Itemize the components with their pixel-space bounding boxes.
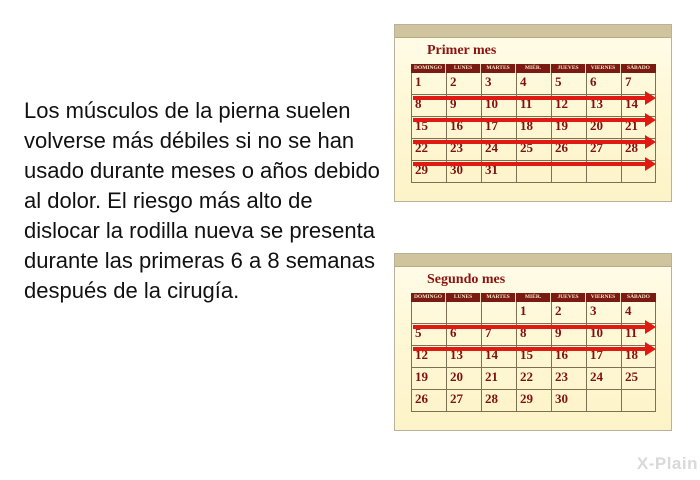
calendar-day-cell: 18 xyxy=(621,346,656,367)
calendar-day-cell: 14 xyxy=(481,346,516,367)
calendar-day-cell: 30 xyxy=(446,161,481,182)
calendar-day-cell: 11 xyxy=(621,324,656,345)
xplain-logo: X-Plain xyxy=(636,454,698,473)
calendar-title: Primer mes xyxy=(427,43,497,58)
calendar-week-row xyxy=(411,302,656,324)
calendar-day-cell: 22 xyxy=(516,368,551,389)
weekday-header: VIERNES xyxy=(586,64,621,73)
calendar-week-row xyxy=(411,346,656,368)
calendar-day-cell xyxy=(446,302,481,323)
calendar-day-cell: 23 xyxy=(551,368,586,389)
calendar-day-cell: 11 xyxy=(516,95,551,116)
calendar-day-cell: 9 xyxy=(446,95,481,116)
weekday-header: DOMINGO xyxy=(411,64,446,73)
calendar-title: Segundo mes xyxy=(427,272,506,287)
calendar-day-cell: 8 xyxy=(516,324,551,345)
calendar-day-cell: 15 xyxy=(411,117,446,138)
calendar-day-cell xyxy=(481,302,516,323)
calendar-day-cell: 10 xyxy=(586,324,621,345)
calendar-day-cell: 12 xyxy=(411,346,446,367)
weekday-header: MIÉR. xyxy=(516,64,551,73)
weekday-header: VIERNES xyxy=(586,293,621,302)
calendar-day-cell: 2 xyxy=(446,73,481,94)
calendar-day-cell: 9 xyxy=(551,324,586,345)
calendar-card-second-month xyxy=(394,253,672,431)
calendar-day-cell: 28 xyxy=(481,390,516,411)
calendar-day-cell xyxy=(621,390,656,411)
calendar-day-cell: 7 xyxy=(481,324,516,345)
weekday-header: JUEVES xyxy=(551,293,586,302)
calendar-day-cell: 17 xyxy=(481,117,516,138)
calendar-day-cell: 13 xyxy=(446,346,481,367)
card-header-bar xyxy=(395,254,671,267)
calendar-day-cell: 19 xyxy=(411,368,446,389)
calendar-day-cell: 20 xyxy=(446,368,481,389)
weekday-header: JUEVES xyxy=(551,64,586,73)
calendar-day-cell: 6 xyxy=(586,73,621,94)
calendar-day-cell: 21 xyxy=(621,117,656,138)
weekday-header: LUNES xyxy=(446,64,481,73)
calendar-day-cell: 2 xyxy=(551,302,586,323)
calendar-day-cell xyxy=(516,161,551,182)
weekday-header: MARTES xyxy=(481,293,516,302)
calendar-day-cell: 3 xyxy=(481,73,516,94)
calendar-grid xyxy=(411,293,656,412)
calendar-day-cell: 28 xyxy=(621,139,656,160)
calendar-day-cell: 1 xyxy=(411,73,446,94)
calendar-card-first-month xyxy=(394,24,672,202)
calendar-day-cell: 16 xyxy=(446,117,481,138)
calendar-day-cell: 12 xyxy=(551,95,586,116)
calendar-day-cell: 19 xyxy=(551,117,586,138)
calendar-day-cell: 8 xyxy=(411,95,446,116)
calendar-week-row xyxy=(411,139,656,161)
calendar-day-cell: 6 xyxy=(446,324,481,345)
weekday-header: LUNES xyxy=(446,293,481,302)
weekday-header: SÁBADO xyxy=(621,64,656,73)
calendar-day-cell xyxy=(621,161,656,182)
calendar-day-cell xyxy=(586,390,621,411)
calendar-day-cell: 16 xyxy=(551,346,586,367)
calendar-grid xyxy=(411,64,656,183)
calendar-day-cell: 20 xyxy=(586,117,621,138)
calendar-day-cell: 27 xyxy=(586,139,621,160)
calendar-week-row xyxy=(411,368,656,390)
calendar-day-cell: 15 xyxy=(516,346,551,367)
weekday-header-row xyxy=(411,64,656,73)
calendar-day-cell: 18 xyxy=(516,117,551,138)
calendar-day-cell: 7 xyxy=(621,73,656,94)
calendar-day-cell: 26 xyxy=(551,139,586,160)
calendar-day-cell xyxy=(586,161,621,182)
weekday-header-row xyxy=(411,293,656,302)
calendar-week-row xyxy=(411,390,656,412)
weekday-header: MARTES xyxy=(481,64,516,73)
calendar-day-cell: 22 xyxy=(411,139,446,160)
calendar-day-cell: 29 xyxy=(411,161,446,182)
calendar-day-cell: 3 xyxy=(586,302,621,323)
explanation-paragraph: Los músculos de la pierna suelen volverse más débiles si no se han usado durante meses o años debido al dolor. El riesgo más alto de dislocar la rodilla nueva se presenta durante las primeras 6 a 8 semanas después de la cirugía. xyxy=(24,98,380,303)
calendar-day-cell: 13 xyxy=(586,95,621,116)
calendar-day-cell: 25 xyxy=(516,139,551,160)
calendar-day-cell: 4 xyxy=(621,302,656,323)
calendar-day-cell: 27 xyxy=(446,390,481,411)
weekday-header: DOMINGO xyxy=(411,293,446,302)
calendar-day-cell xyxy=(411,302,446,323)
calendar-week-row xyxy=(411,73,656,95)
calendar-day-cell: 5 xyxy=(411,324,446,345)
calendar-week-row xyxy=(411,324,656,346)
calendar-day-cell: 1 xyxy=(516,302,551,323)
calendar-day-cell: 14 xyxy=(621,95,656,116)
weekday-header: MIÉR. xyxy=(516,293,551,302)
calendar-day-cell: 24 xyxy=(481,139,516,160)
calendar-day-cell: 5 xyxy=(551,73,586,94)
calendar-day-cell: 24 xyxy=(586,368,621,389)
calendar-day-cell: 10 xyxy=(481,95,516,116)
calendar-week-row xyxy=(411,161,656,183)
calendar-week-row xyxy=(411,95,656,117)
calendar-week-row xyxy=(411,117,656,139)
card-header-bar xyxy=(395,25,671,38)
calendar-day-cell: 29 xyxy=(516,390,551,411)
calendar-day-cell: 17 xyxy=(586,346,621,367)
calendar-day-cell: 31 xyxy=(481,161,516,182)
calendar-day-cell: 25 xyxy=(621,368,656,389)
calendar-day-cell: 4 xyxy=(516,73,551,94)
calendar-day-cell: 26 xyxy=(411,390,446,411)
calendar-day-cell: 30 xyxy=(551,390,586,411)
calendar-day-cell: 21 xyxy=(481,368,516,389)
calendar-day-cell: 23 xyxy=(446,139,481,160)
calendar-day-cell xyxy=(551,161,586,182)
weekday-header: SÁBADO xyxy=(621,293,656,302)
